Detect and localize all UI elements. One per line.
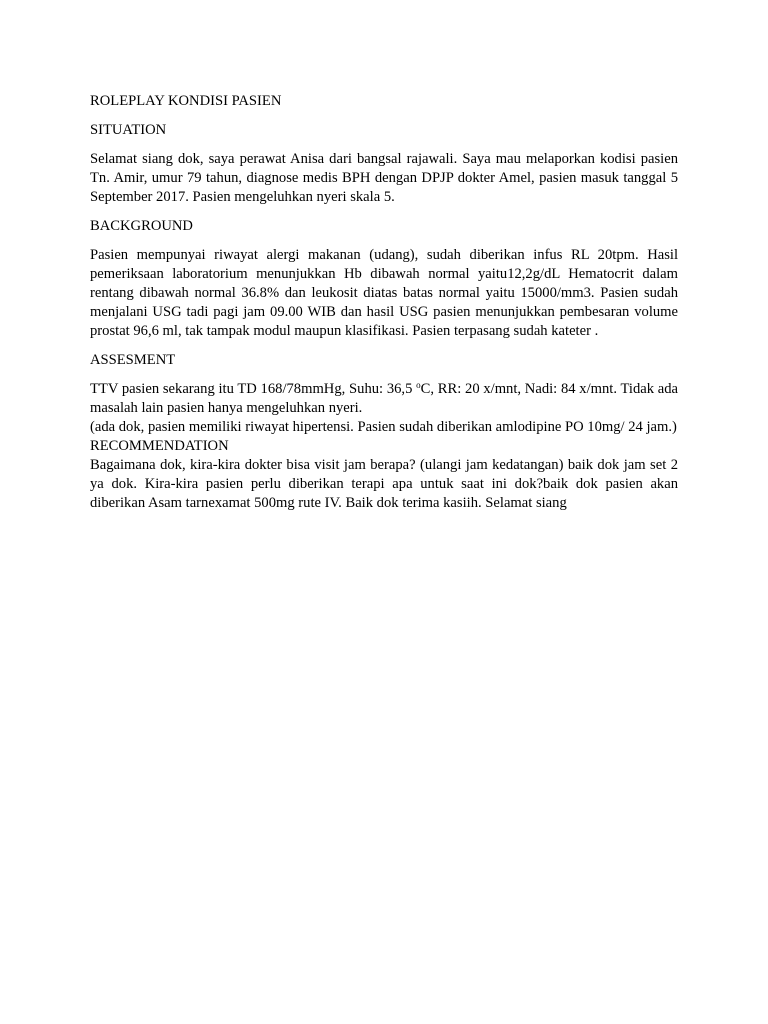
assessment-text-end: C, RR: 20 x/mnt, Nadi: 84 x/mnt. Tidak ada masalah lain pasien hanya mengeluhkan nyeri. bbox=[90, 381, 679, 416]
situation-heading: SITUATION bbox=[90, 122, 167, 138]
situation-paragraph: Selamat siang dok, saya perawat Anisa dari bangsal rajawali. Saya mau melaporkan kodisi pasien Tn. Amir, umur 79 tahun, diagnose medis BPH dengan DPJP dokter Amel, pasien masuk tanggal 5 September 2017. Pasien mengeluhkan nyeri skala 5. bbox=[90, 151, 678, 205]
assessment-heading: ASSESMENT bbox=[90, 352, 176, 368]
assessment-text-start: TTV pasien sekarang itu TD 168/78mmHg, Suhu: 36,5 bbox=[90, 381, 417, 397]
assessment-note: (ada dok, pasien memiliki riwayat hipertensi. Pasien sudah diberikan amlodipine PO 10mg/ 24 jam.) bbox=[90, 419, 677, 435]
document-title: ROLEPLAY KONDISI PASIEN bbox=[90, 93, 282, 109]
background-heading: BACKGROUND bbox=[90, 218, 193, 234]
degree-superscript: o bbox=[416, 380, 421, 390]
background-paragraph: Pasien mempunyai riwayat alergi makanan (udang), sudah diberikan infus RL 20tpm. Hasil pemeriksaan laboratorium menunjukkan Hb dibawah normal yaitu12,2g/dL Hematocrit dalam rentang dibawah normal 36.8% dan leukosit diatas batas normal yaitu 15000/mm3. Pasien sudah menjalani USG tadi pagi jam 09.00 WIB dan hasil USG pasien menunjukkan pembesaran volume prostat 96,6 ml, tak tampak modul maupun klasifikasi. Pasien terpasang sudah kateter . bbox=[90, 247, 678, 339]
recommendation-paragraph: Bagaimana dok, kira-kira dokter bisa visit jam berapa? (ulangi jam kedatangan) baik dok jam set 2 ya dok. Kira-kira pasien perlu diberikan terapi apa untuk saat ini dok?baik dok pasien akan diberikan Asam tarnexamat 500mg rute IV. Baik dok terima kasiih. Selamat siang bbox=[90, 457, 678, 511]
assessment-paragraph bbox=[90, 380, 678, 418]
document-body bbox=[90, 92, 678, 523]
recommendation-heading: RECOMMENDATION bbox=[90, 438, 229, 454]
